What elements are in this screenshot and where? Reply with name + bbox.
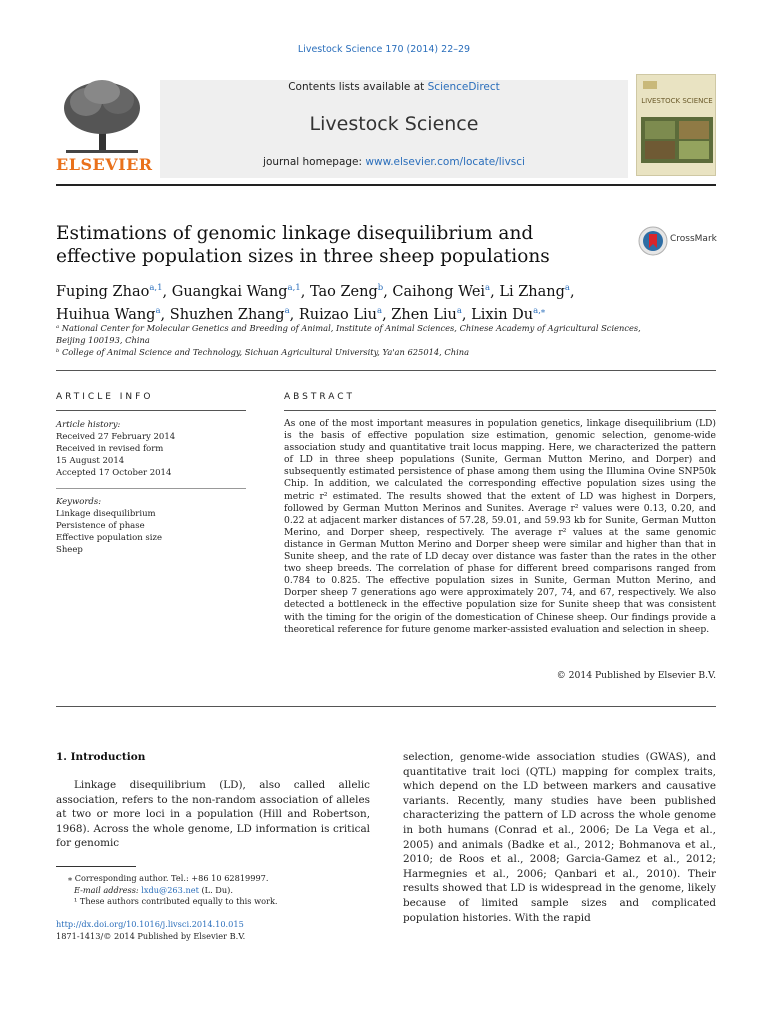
header-rule (56, 184, 716, 186)
article-history (56, 419, 246, 479)
journal-homepage-link[interactable]: www.elsevier.com/locate/livsci (365, 156, 525, 168)
author[interactable]: Caihong Wei$^a$ (392, 283, 491, 300)
author-list: Fuping Zhao$^{a,1}$, Guangkai Wang$^{a,1}$, Tao Zeng$^b$, Caihong Wei$^a$, Li Zhang$^a$, Huihua Wang$^a$, Shuzhen Zhang$^a$, Ruizao Liu$^a$, Zhen Liu$^a$, Lixin $Du^{a,⁎}$ (56, 283, 575, 323)
corresponding-author: ⁎ Corresponding author. Tel.: +86 10 62819997. (68, 873, 269, 883)
keywords-label: Keywords: (56, 497, 102, 507)
affiliation-a-cont: Beijing 100193, China (56, 335, 150, 345)
abstract-copyright: © 2014 Published by Elsevier B.V. (556, 670, 716, 681)
history-item: Accepted 17 October 2014 (56, 468, 172, 478)
journal-cover-image (636, 74, 716, 176)
keywords-rule (56, 488, 246, 489)
doi-link[interactable]: http://dx.doi.org/10.1016/j.livsci.2014.10.015 (56, 919, 244, 929)
article-identifiers (56, 919, 376, 942)
homepage-prefix: journal homepage: (263, 156, 366, 168)
abstract-divider (56, 706, 716, 707)
email-link[interactable]: lxdu@263.net (141, 884, 199, 895)
intro-right-column: selection, genome-wide association studies (GWAS), and quantitative trait loci (QTL) mapping for complex traits, which depend on the LD between markers and causative variants. Recently, many studies have been published characterizing the pattern of LD across the whole genome in both humans (Conrad et al., 2006; De La Vega et al., 2005) and animals (Badke et al., 2012; Bohmanova et al., 2010; de Roos et al., 2008; Garcia-Gamez et al., 2012; Harmegnies et al., 2006; Qanbari et al., 2010). Their results showed that LD is widespread in the genome, likely because of limited sample sizes and complicated population histories. With the rapid (403, 751, 716, 924)
footnote-rule (56, 866, 136, 867)
affiliation-b: ᵇ College of Animal Science and Technology, Sichuan Agricultural University, Ya'an 625014, China (56, 347, 470, 357)
history-label: Article history: (56, 420, 121, 430)
affiliations (56, 322, 696, 358)
publisher-logo-text: ELSEVIER (56, 155, 153, 174)
article-info-heading: ARTICLE INFO (56, 392, 154, 402)
crossmark-icon (638, 226, 668, 256)
affiliation-a: ᵃ National Center for Molecular Genetics and Breeding of Animal, Institute of Animal Sciences, Chinese Academy of Agricultural Sciences, (56, 323, 641, 333)
author[interactable]: Li Zhang$^a$ (499, 283, 570, 300)
author[interactable]: Ruizao Liu$^a$ (298, 305, 383, 323)
keyword: Persistence of phase (56, 521, 145, 531)
author[interactable]: Zhen Liu$^a$ (391, 305, 462, 323)
author[interactable]: Shuzhen Zhang$^a$ (169, 305, 290, 323)
email-suffix: (L. Du). (198, 884, 233, 895)
keyword: Sheep (56, 545, 83, 555)
author[interactable]: Guangkai Wang$^{a,1}$ (171, 283, 301, 300)
crossmark-badge[interactable] (638, 226, 728, 256)
email-label: E-mail address: (74, 884, 142, 895)
keyword: Linkage disequilibrium (56, 509, 156, 519)
history-item: Received in revised form (56, 444, 164, 454)
keyword: Effective population size (56, 533, 162, 543)
history-item: 15 August 2014 (56, 456, 125, 466)
history-item: Received 27 February 2014 (56, 432, 176, 442)
contents-line (160, 81, 628, 93)
email-line (56, 885, 376, 897)
issn-line: 1871-1413/© 2014 Published by Elsevier B.V. (56, 930, 246, 941)
keywords (56, 496, 246, 556)
article-info-rule (56, 410, 246, 411)
author[interactable]: Fuping Zhao$^{a,1}$ (56, 283, 163, 300)
author[interactable]: Huihua Wang$^a$ (56, 305, 161, 323)
title-divider (56, 370, 716, 371)
contents-prefix: Contents lists available at (288, 81, 428, 93)
author[interactable]: Lixin $Du^{a,⁎}$ (471, 305, 546, 323)
abstract-heading: ABSTRACT (284, 392, 356, 402)
paper-title: Estimations of genomic linkage disequilibrium and effective population sizes in three sheep populations (56, 223, 550, 267)
equal-contribution: ¹ These authors contributed equally to this work. (74, 896, 278, 907)
introduction-heading: 1. Introduction (56, 751, 146, 763)
cover-title: LIVESTOCK SCIENCE (641, 97, 713, 105)
sciencedirect-link[interactable]: ScienceDirect (427, 81, 500, 93)
intro-left-column: Linkage disequilibrium (LD), also called allelic association, refers to the non-random association of alleles at two or more loci in a population (Hill and Robertson, 1968). Across the whole genome, LD information is critical for genomic (56, 779, 370, 850)
journal-title: Livestock Science (309, 113, 479, 135)
crossmark-label: CrossMark (670, 234, 717, 244)
homepage-line (160, 156, 628, 168)
abstract-rule (284, 410, 716, 411)
footnotes (56, 873, 376, 908)
author[interactable]: Tao Zeng$^b$ (309, 283, 384, 300)
journal-reference[interactable]: Livestock Science 170 (2014) 22–29 (297, 44, 471, 55)
abstract-text: As one of the most important measures in population genetics, linkage disequilibrium (LD) is the basis of effective population size estimation, genomic selection, genome-wide association study and quantitative trait locus mapping. Here, we characterized the pattern of LD in three sheep populations (Sunite, German Mutton Merino, and Dorper) and subsequently estimated persistence of phase among them using the Illumina Ovine SNP50k Chip. In addition, we calculated the corresponding effective population sizes using the metric r² estimated. The results showed that the extent of LD was highest in Dorpers, followed by German Mutton Merinos and Sunites. Average r² values were 0.13, 0.20, and 0.22 at adjacent marker distances of 57.28, 59.01, and 59.93 kb for Sunite, German Mutton Merino, and Dorper sheep, respectively. The average r² values at the same genomic distance in German Mutton Merino and Dorper sheep were similar and higher than that in Sunite sheep, and the rate of LD decay over distance was faster than the rates in the other two sheep breeds. The correlation of phase for different breed comparisons ranged from 0.784 to 0.825. The effective population sizes in Sunite, German Mutton Merino, and Dorper sheep 7 generations ago were approximately 207, 74, and 67, respectively. We also detected a bottleneck in the effective population size for Sunite sheep that was consistent with the timing for the origin of the domestication of Chinese sheep. Our findings provide a theoretical reference for future genome marker-assisted evaluation and selection in sheep. (284, 418, 716, 635)
